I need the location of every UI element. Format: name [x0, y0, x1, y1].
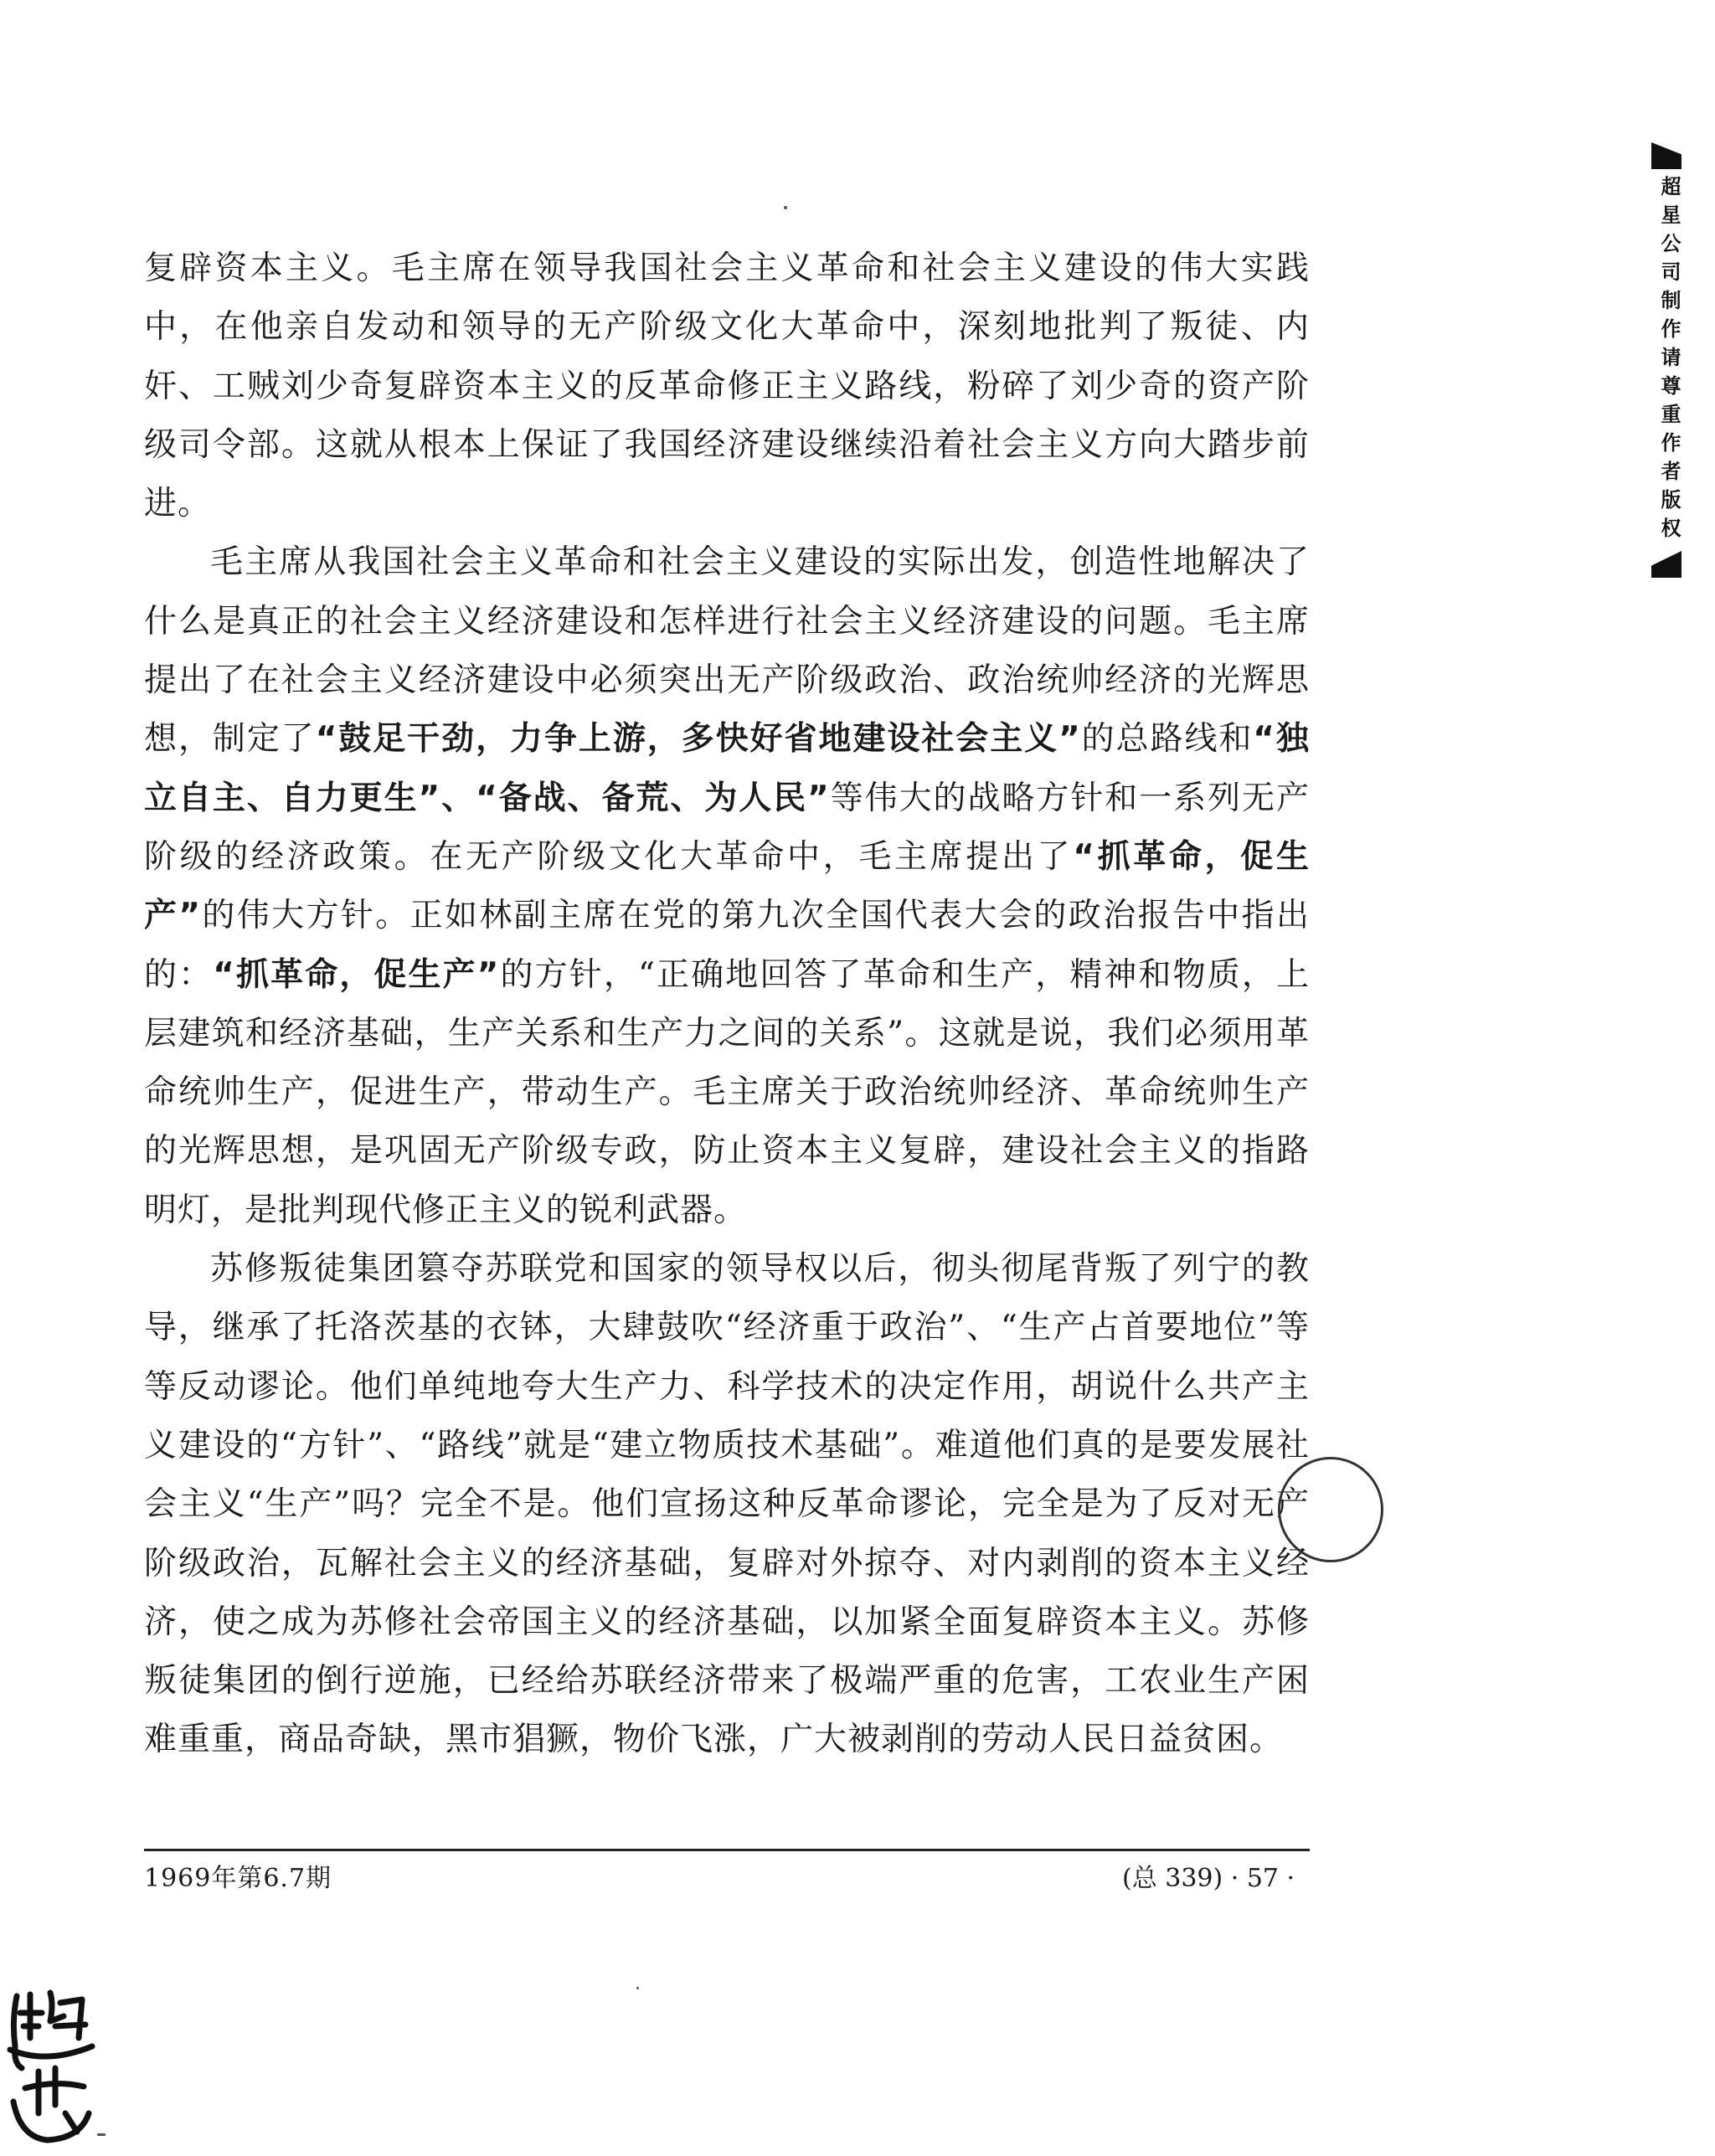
text-run: 苏修叛徒集团篡夺苏联党和国家的领导权以后，彻头彻尾背叛了列宁的教导，继承了托洛茨基的衣钵，大肆鼓吹“经济重于政治”、“生产占首要地位”等等反动谬论。他们单纯地夸大生产力、科学技术的决定作用，胡说什么共产主义建设的“方针”、“路线”就是“建立物质技术基础”。难道他们真的是要发展社会主义“生产”吗？完全不是。他们宣扬这种反革命谬论，完全是为了反对无产阶级政治，瓦解社会主义的经济基础，复辟对外掠夺、对内剥削的资本主义经济，使之成为苏修社会帝国主义的经济基础，以加紧全面复辟资本主义。苏修叛徒集团的倒行逆施，已经给苏联经济带来了极端严重的危害，工农业生产困难重重，商品奇缺，黑市猖獗，物价飞涨，广大被剥削的劳动人民日益贫困。 — [144, 1250, 1310, 1759]
footer-rule — [144, 1849, 1310, 1851]
speck — [636, 1987, 639, 1989]
page-number: (总 339) · 57 · — [1122, 1864, 1295, 1893]
text-run: 毛主席从我国社会主义革命和社会主义建设的实际出发，创造性地解决了什么是真正的社会主义经济建设和怎样进行社会主义经济建设的问题。毛主席提出了在社会主义经济建设中必须突出无产阶级政治、政治统帅经济的光辉思想，制定了 — [144, 543, 1310, 759]
text-run: 复辟资本主义。毛主席在领导我国社会主义革命和社会主义建设的伟大实践中，在他亲自发动和领导的无产阶级文化大革命中，深刻地批判了叛徒、内奸、工贼刘少奇复辟资本主义的反革命修正主义路线，粉碎了刘少奇的资产阶级司令部。这就从根本上保证了我国经济建设继续沿着社会主义方向大踏步前进。 — [144, 250, 1310, 523]
bold-quote: “鼓足干劲，力争上游，多快好省地建设社会主义” — [315, 720, 1081, 759]
paragraph — [144, 239, 1310, 533]
hand-drawn-circle-mark — [1278, 1457, 1383, 1562]
bold-quote: “独立自主、自力更生”、“备战、备荒、为人民” — [144, 720, 1310, 817]
speck — [97, 2133, 106, 2136]
text-run: 等伟大的战略方针和一系列无产阶级的经济政策。在无产阶级文化大革命中，毛主席提出了 — [144, 779, 1310, 876]
copyright-notice-text: 超星公司制作请尊重作者版权 — [1657, 176, 1681, 546]
copyright-notice — [1651, 142, 1688, 578]
speck — [784, 206, 787, 209]
text-run: 的方针，“正确地回答了革命和生产，精神和物质，上层建筑和经济基础，生产关系和生产力之间的关系”。这就是说，我们必须用革命统帅生产，促进生产，带动生产。毛主席关于政治统帅经济、革命统帅生产的光辉思想，是巩固无产阶级专政，防止资本主义复辟，建设社会主义的指路明灯，是批判现代修正主义的锐利武器。 — [144, 955, 1310, 1229]
bold-quote: “抓革命，促生产” — [144, 837, 1310, 935]
paragraph — [144, 1240, 1310, 1770]
issue-info: 1969年第6.7期 — [144, 1864, 332, 1893]
text-run: 的伟大方针。正如林副主席在党的第九次全国代表大会的政治报告中指出的： — [144, 897, 1310, 994]
article-body — [144, 239, 1310, 1770]
notice-bar-top — [1651, 142, 1682, 169]
seal-stamp-icon — [5, 1988, 99, 2147]
paragraph — [144, 533, 1310, 1240]
notice-bar-bottom — [1651, 551, 1682, 578]
text-run: 的总路线和 — [1080, 720, 1254, 759]
bold-quote: “抓革命，促生产” — [213, 955, 500, 994]
